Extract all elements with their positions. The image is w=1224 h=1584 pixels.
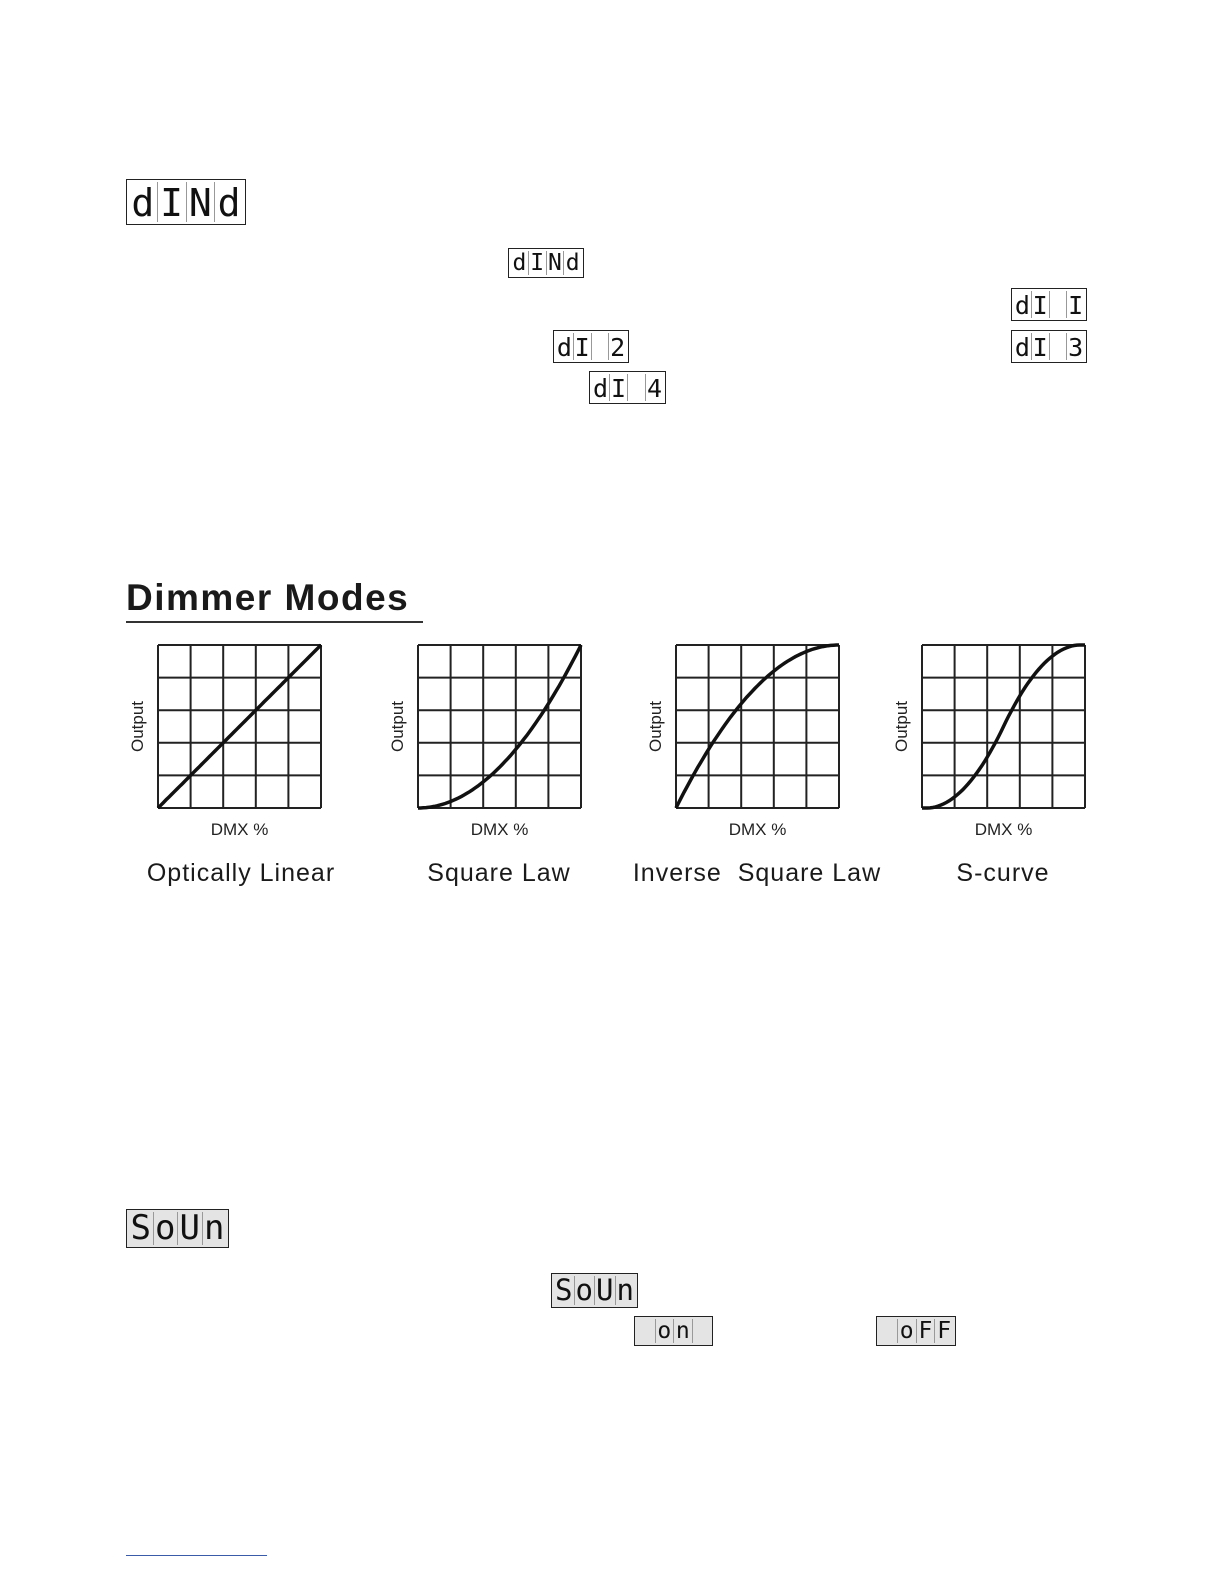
lcd-digit: 3	[1068, 333, 1084, 362]
lcd-digit: U	[177, 1212, 202, 1245]
lcd-digit: d	[1014, 333, 1030, 362]
lcd-digit: d	[131, 181, 155, 225]
graph-s-curve	[882, 640, 1102, 845]
graph-linear	[118, 640, 338, 845]
graph-inverse-square-law	[636, 640, 856, 845]
lcd-digit	[637, 1319, 655, 1343]
lcd-digit: 2	[610, 333, 626, 362]
lcd-digit: F	[916, 1319, 935, 1343]
graph-svg	[882, 640, 1102, 845]
y-axis-label: Output	[388, 700, 407, 753]
dimmer-curve	[676, 645, 839, 808]
lcd-digit: I	[157, 182, 186, 222]
graph-svg	[118, 640, 338, 845]
x-axis-label: DMX %	[210, 820, 269, 839]
lcd-digit	[1049, 291, 1067, 318]
display-off	[876, 1316, 956, 1346]
lcd-digit: I	[1032, 291, 1048, 320]
lcd-digit: 4	[646, 374, 663, 403]
lcd-digit: U	[594, 1276, 615, 1305]
lcd-digit: d	[592, 374, 609, 403]
lcd-digit: o	[897, 1319, 916, 1343]
display-dind-main	[126, 179, 246, 225]
display-d11	[1011, 288, 1087, 321]
y-axis-label: Output	[892, 700, 911, 753]
graph-svg	[636, 640, 856, 845]
display-soun-inline	[551, 1273, 638, 1308]
lcd-digit	[591, 333, 609, 360]
lcd-digit: I	[1068, 291, 1084, 320]
lcd-digit: d	[556, 333, 572, 362]
footer-rule	[126, 1555, 267, 1556]
lcd-digit: S	[130, 1208, 151, 1248]
lcd-digit	[627, 374, 645, 401]
lcd-digit: N	[546, 251, 564, 275]
display-d12	[553, 330, 629, 363]
display-on	[634, 1316, 713, 1346]
lcd-digit: d	[512, 250, 527, 276]
graph-title: Optically Linear	[146, 859, 336, 887]
graph-svg	[378, 640, 598, 845]
x-axis-label: DMX %	[470, 820, 529, 839]
x-axis-label: DMX %	[728, 820, 787, 839]
display-d14	[589, 371, 666, 404]
lcd-digit: o	[153, 1212, 178, 1245]
grid	[676, 645, 839, 808]
lcd-digit: d	[1014, 291, 1030, 320]
lcd-digit: F	[934, 1319, 953, 1343]
lcd-digit	[692, 1319, 711, 1343]
dimmer-curve	[922, 645, 1085, 808]
lcd-digit: o	[655, 1319, 674, 1343]
graph-square-law	[378, 640, 598, 845]
lcd-digit: o	[574, 1276, 595, 1305]
y-axis-label: Output	[646, 700, 665, 753]
dimmer-curve	[418, 645, 581, 808]
display-d13	[1011, 330, 1087, 363]
graph-title: Inverse Square Law	[632, 859, 882, 887]
display-dind-inline	[508, 248, 584, 278]
dimmer-curve	[158, 645, 321, 808]
y-axis-label: Output	[128, 700, 147, 753]
lcd-digit: d	[214, 182, 243, 222]
display-soun-main	[126, 1209, 229, 1248]
lcd-digit: d	[563, 251, 581, 275]
lcd-digit	[1049, 333, 1067, 360]
lcd-digit: N	[186, 182, 215, 222]
lcd-digit: n	[202, 1212, 227, 1245]
grid	[418, 645, 581, 808]
section-heading: Dimmer Modes	[126, 577, 423, 623]
graph-title: Square Law	[427, 859, 571, 887]
graph-title: S-curve	[956, 859, 1050, 887]
lcd-digit: I	[1032, 333, 1048, 362]
lcd-digit: I	[574, 333, 590, 362]
lcd-digit: S	[555, 1273, 573, 1307]
lcd-digit: I	[528, 251, 546, 275]
lcd-digit: I	[610, 374, 627, 403]
x-axis-label: DMX %	[974, 820, 1033, 839]
lcd-digit: n	[673, 1319, 692, 1343]
lcd-digit	[879, 1319, 897, 1343]
lcd-digit: n	[615, 1276, 636, 1305]
